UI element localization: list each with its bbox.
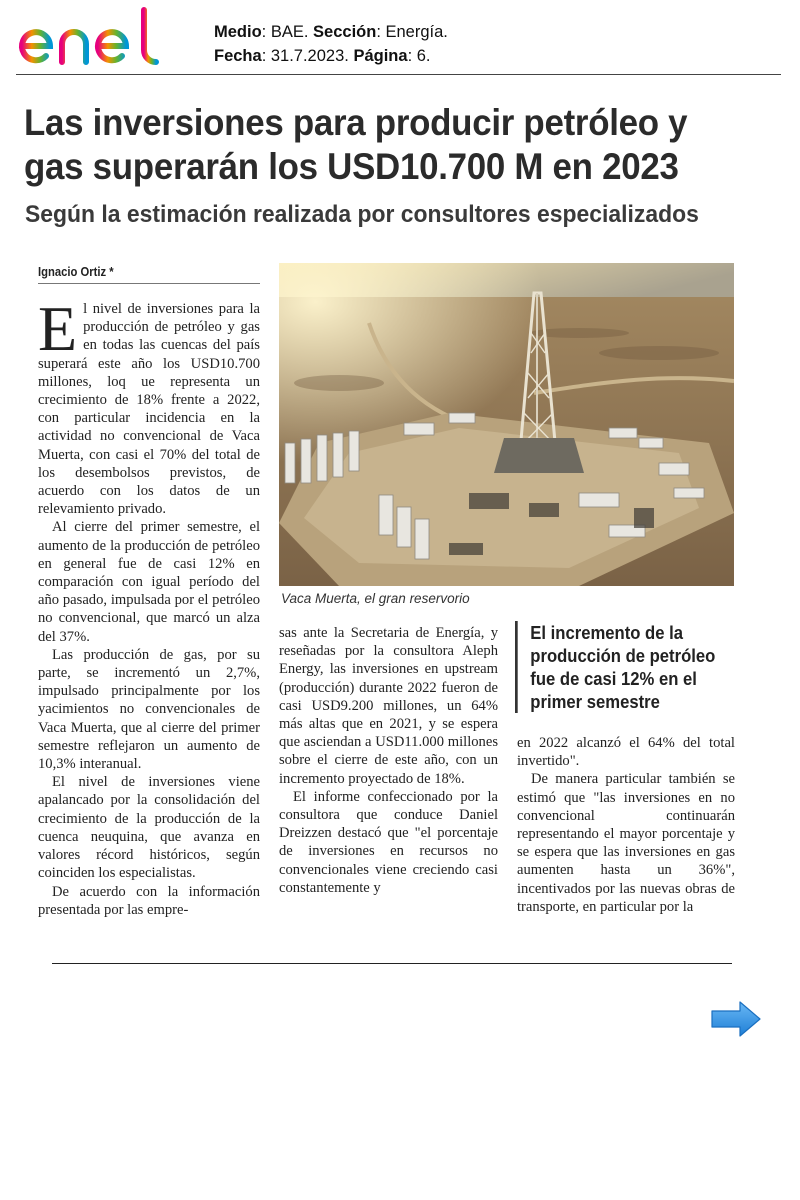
paragraph-2: Al cierre del primer semestre, el aumento de la producción de petróleo en general fue de casi 12% en comparación con igual período del año pasado, impulsada por el petróleo no convencional, que marcó un alza del 37%. <box>38 519 260 645</box>
article-subhead: Según la estimación realizada por consultores especializados <box>25 201 699 228</box>
meta-line-1: Medio: BAE. Sección: Energía. <box>214 23 448 41</box>
pull-quote: El incremento de la producción de petróleo fue de casi 12% en el primer semestre <box>515 621 733 713</box>
paragraph-5: De acuerdo con la información presentada por las empre- <box>38 883 260 918</box>
paragraph-9: De manera particular también se estimó que "las inversiones en no convencional continuarán representando el mayor porcentaje y se espera que las inversiones en gas aumenten hasta un 36%", incentivados por las nuevas obras de transporte, en particular por la <box>517 771 735 915</box>
footer-divider <box>52 963 732 964</box>
seccion-label: Sección <box>313 23 377 41</box>
pagina-value: 6. <box>416 47 431 65</box>
arrow-right-icon <box>710 1000 762 1038</box>
medio-label: Medio <box>214 23 262 41</box>
article-column-1 <box>38 293 260 919</box>
drop-cap: E <box>38 293 78 364</box>
paragraph-1-text: l nivel de inversiones para la producción de petróleo y gas en todas las cuencas del país superará este año los USD10.700 millones, loq ue representa un crecimiento de 18% frente a 2022, con particular incidencia en la actividad no convencional de Vaca Muerta, con casi el 70% del total de los desembolsos previstos, de acuerdo con los datos de un relevamiento privado. <box>38 301 260 518</box>
article-column-2 <box>279 624 498 897</box>
article-photo <box>279 263 734 586</box>
meta-line-2: Fecha: 31.7.2023. Página: 6. <box>214 47 431 65</box>
paragraph-6: sas ante la Secretaria de Energía, y reseñadas por la consultora Aleph Energy, las inversiones en upstream (producción) durante 2022 fueron de casi USD9.200 millones, un 64% más altas que en 2021, y se espera que asciendan a USD11.000 millones sobre el cierre de este año, con un incremento proyectado de 18%. <box>279 625 498 787</box>
next-page-button[interactable] <box>710 1000 762 1038</box>
paragraph-3: Las producción de gas, por su parte, se incrementó un 2,7%, impulsado principalmente por los yacimientos no convencionales de Vaca Muerta, que al cierre del primer semestre reflejaron un aumento de 10,3% interanual. <box>38 646 260 773</box>
paragraph-1 <box>38 293 260 518</box>
fecha-label: Fecha <box>214 47 262 65</box>
seccion-value: Energía. <box>385 23 448 41</box>
enel-logo <box>16 4 182 70</box>
article-headline: Las inversiones para producir petróleo y gas superarán los USD10.700 M en 2023 <box>24 101 688 187</box>
byline: Ignacio Ortiz * <box>38 265 114 279</box>
fecha-value: 31.7.2023. <box>270 47 349 65</box>
pagina-label: Página <box>353 47 408 65</box>
paragraph-7: El informe confeccionado por la consultora que conduce Daniel Dreizzen destacó que "el porcentaje de inversiones en recursos no convencionales viene creciendo casi constantemente y <box>279 788 498 896</box>
publication-meta <box>214 20 448 68</box>
paragraph-4: El nivel de inversiones viene apalancado por la consolidación del crecimiento de la producción de la cuenca neuquina, que avanza en valores récord históricos, según coinciden los especialistas. <box>38 774 260 882</box>
medio-value: BAE. <box>270 23 309 41</box>
header-divider <box>16 74 781 75</box>
article-column-3 <box>517 734 735 916</box>
photo-caption: Vaca Muerta, el gran reservorio <box>281 591 470 606</box>
paragraph-8: en 2022 alcanzó el 64% del total invertido". <box>517 735 735 770</box>
byline-divider <box>38 283 260 284</box>
